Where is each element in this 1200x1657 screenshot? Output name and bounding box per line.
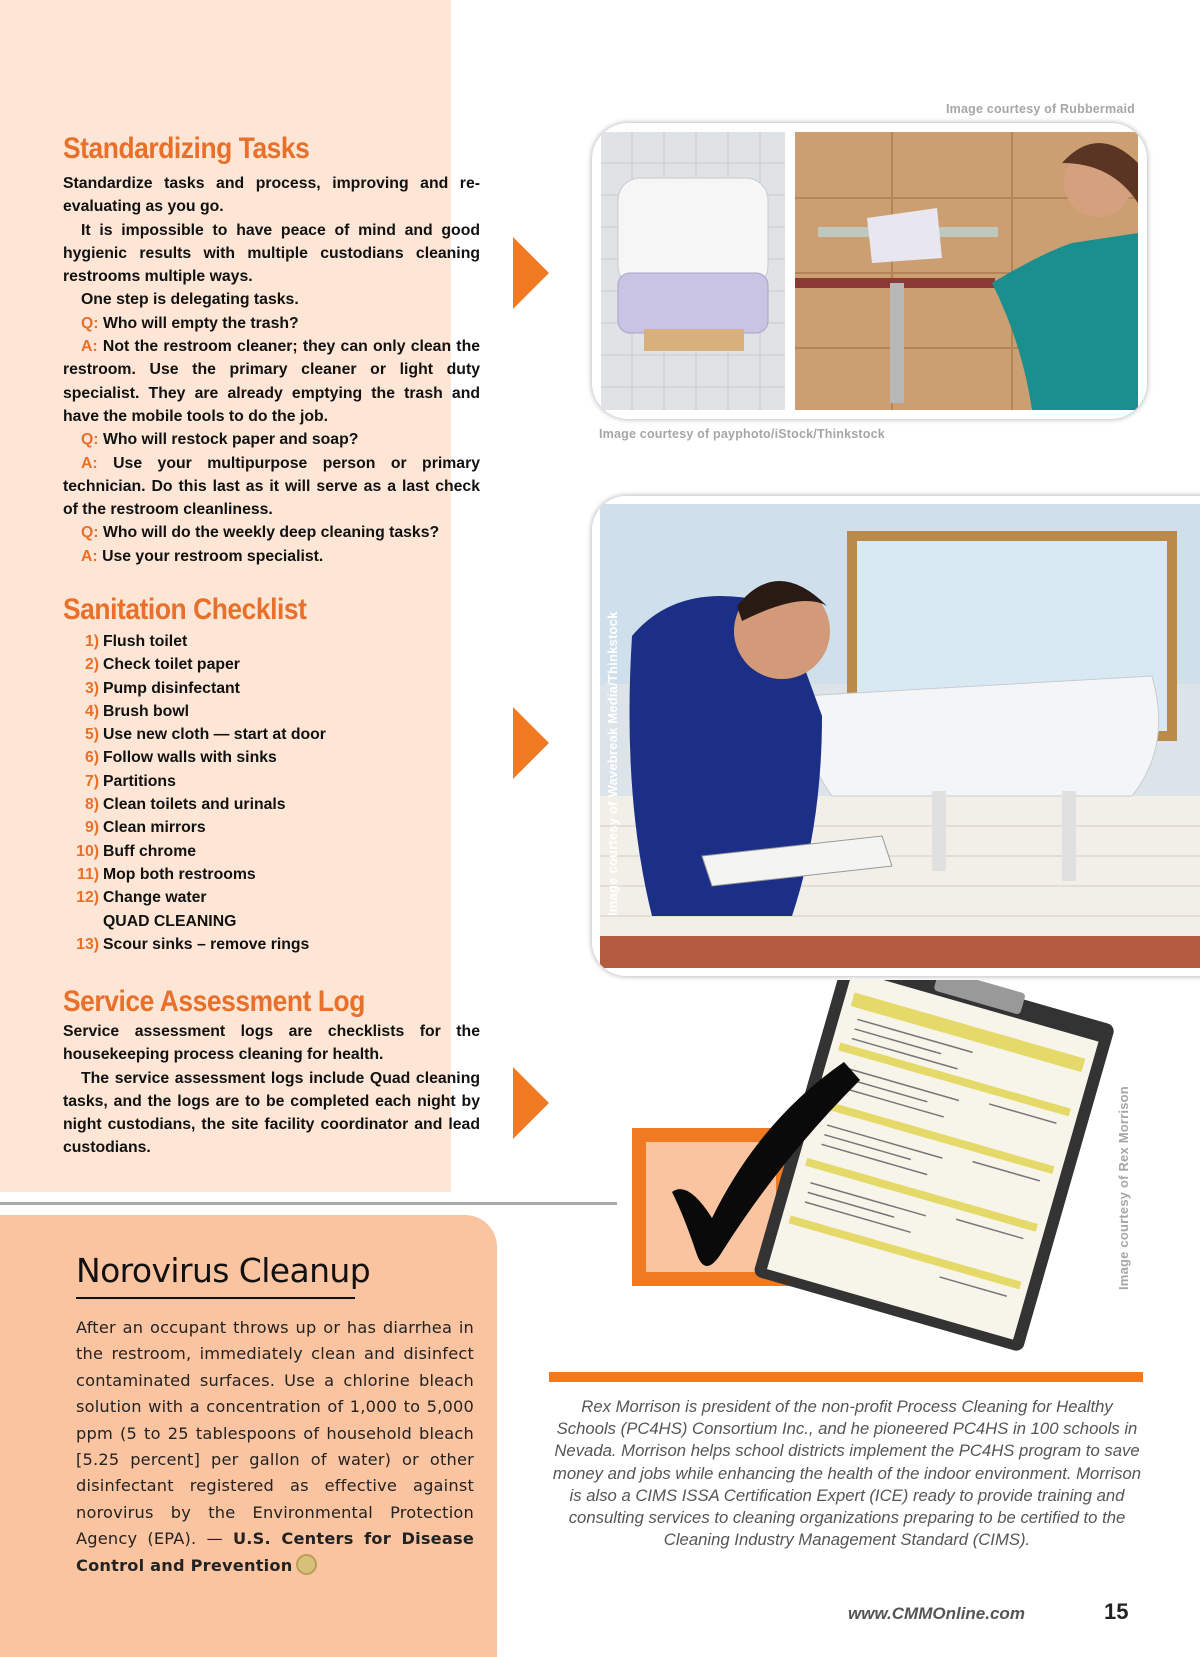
photo-frame-top: [592, 123, 1147, 419]
bio-rule: [549, 1372, 1143, 1382]
item-text: Change water: [103, 889, 207, 907]
item-number: 12): [76, 889, 99, 907]
list-item: [63, 700, 480, 723]
restroom-photos: [592, 123, 1147, 419]
list-item: [63, 933, 480, 956]
item-text: Scour sinks – remove rings: [103, 935, 310, 953]
technician-photo: [592, 496, 1200, 976]
q-label: Q:: [81, 431, 99, 449]
norovirus-sidebar: [0, 1215, 497, 1657]
section-title-service-log: Service Assessment Log: [63, 985, 365, 1018]
q-label: Q:: [81, 524, 99, 542]
answer-text: Not the restroom cleaner; they can only clean the restroom. Use the primary cleaner or light duty specialist. They are already emptying the trash and have the mobile tools to do the job.: [63, 338, 481, 425]
item-number: 5): [84, 726, 99, 744]
section-title-standardizing: Standardizing Tasks: [63, 132, 310, 165]
list-item: [63, 653, 480, 676]
question-text: Who will restock paper and soap?: [102, 431, 359, 449]
paragraph: Standardize tasks and process, improving and re-evaluating as you go.: [63, 175, 480, 216]
a-label: A:: [81, 454, 98, 472]
answer: [63, 545, 480, 568]
list-item: [63, 886, 480, 909]
question: [63, 521, 480, 544]
q-label: Q:: [81, 314, 99, 332]
item-number: 8): [84, 796, 99, 814]
list-item: [63, 816, 480, 839]
answer: [63, 335, 480, 428]
list-item: [63, 723, 480, 746]
list-item: [63, 910, 480, 933]
question-text: Who will empty the trash?: [102, 314, 299, 332]
item-number: 10): [76, 842, 99, 860]
paragraph: It is impossible to have peace of mind and good hygienic results with multiple custodians cleaning restrooms multiple ways.: [63, 221, 480, 286]
checklist-section: [63, 593, 480, 627]
sidebar-text: After an occupant throws up or has diarrhea in the restroom, immediately clean and disinfect contaminated surfaces. Use a chlorine bleach solution with a concentration of 1,000 to 5,000 ppm (5 to 25 tablespoons of household bleach [5.25 percent] per gallon of water) or other disinfectant registered as effective against norovirus by the Environmental Protection Agency (EPA). —: [76, 1318, 474, 1549]
divider: [0, 1202, 617, 1205]
item-number: 2): [84, 656, 99, 674]
checklist-body: [63, 630, 480, 956]
item-text: Clean mirrors: [103, 819, 206, 837]
service-log-section: [63, 985, 480, 1019]
checklist: [63, 630, 480, 956]
image-credit: Image courtesy of payphoto/iStock/Thinkstock: [599, 427, 885, 441]
paragraph: The service assessment logs include Quad cleaning tasks, and the logs are to be completed each night by night custodians, the site facility coordinator and lead custodians.: [63, 1069, 480, 1157]
arrow-right-icon: [513, 707, 549, 779]
question: [63, 312, 480, 335]
item-text: Clean toilets and urinals: [103, 796, 286, 814]
footer-url: www.CMMOnline.com: [848, 1604, 1025, 1623]
paper-towel: [644, 329, 744, 351]
item-number: 1): [84, 633, 99, 650]
service-log-illustration: [610, 980, 1170, 1360]
floor-tile: [600, 936, 1200, 968]
item-number: 6): [84, 749, 99, 767]
a-label: A:: [81, 547, 98, 565]
item-number: 4): [84, 702, 99, 720]
arrow-right-icon: [513, 237, 549, 309]
item-text: Follow walls with sinks: [103, 749, 277, 767]
dispenser-body: [618, 178, 768, 288]
list-item: [63, 770, 480, 793]
item-text: Flush toilet: [103, 633, 188, 650]
answer: [63, 452, 480, 522]
sidebar-source: U.S. Centers for Disease Control and Prevention: [76, 1529, 474, 1575]
a-label: A:: [81, 338, 98, 356]
image-credit: Image courtesy of Rex Morrison: [1116, 1086, 1131, 1290]
item-number: [63, 910, 103, 933]
image-credit: Image courtesy of Rubbermaid: [946, 102, 1135, 116]
image-credit: Image courtesy of Wavebreak Media/Thinkstock: [605, 611, 620, 916]
item-number: 7): [84, 772, 99, 790]
item-text: Brush bowl: [103, 702, 190, 720]
item-text: Mop both restrooms: [103, 865, 256, 883]
item-number: 3): [84, 679, 99, 697]
clipboard-log: [753, 980, 1118, 1353]
list-item: [63, 863, 480, 886]
page-number: 15: [1104, 1599, 1129, 1624]
item-number: 9): [84, 819, 99, 837]
section-title-checklist: Sanitation Checklist: [63, 593, 307, 626]
author-bio: Rex Morrison is president of the non-profit Process Cleaning for Healthy Schools (PC4HS) Consortium Inc., and he pioneered PC4HS in 100 schools in Nevada. Morrison helps school districts implement the PC4HS program to save money and jobs while enhancing the health of the indoor environment. Morrison is also a CIMS ISSA Certification Expert (ICE) ready to provide training and consulting services to cleaning organizations preparing to be certified to the Cleaning Industry Management Standard (CIMS).: [552, 1397, 1142, 1550]
item-text: Check toilet paper: [103, 656, 240, 674]
question: [63, 428, 480, 451]
sidebar-title: Norovirus Cleanup: [76, 1251, 371, 1290]
list-item: [63, 677, 480, 700]
paragraph: One step is delegating tasks.: [81, 291, 299, 309]
item-text: Use new cloth — start at door: [103, 726, 326, 744]
standardizing-section: [63, 132, 480, 166]
paragraph: Service assessment logs are checklists for the housekeeping process cleaning for health.: [63, 1023, 480, 1064]
answer-text: Use your restroom specialist.: [102, 547, 324, 565]
list-item: [63, 746, 480, 769]
list-item: [63, 840, 480, 863]
sink: [802, 676, 1159, 796]
cm-logo-icon: [296, 1554, 317, 1575]
arrow-right-icon: [513, 1067, 549, 1139]
item-text: Buff chrome: [103, 842, 197, 860]
list-item: [63, 793, 480, 816]
question-text: Who will do the weekly deep cleaning tasks?: [102, 524, 440, 542]
item-number: 13): [76, 935, 99, 953]
dispenser-window: [618, 273, 768, 333]
standardizing-body: [63, 172, 480, 568]
item-text: Pump disinfectant: [103, 679, 240, 697]
flush-pipe: [890, 283, 904, 403]
item-text: Partitions: [103, 772, 176, 790]
title-underline: [76, 1297, 355, 1299]
item-text: QUAD CLEANING: [103, 912, 237, 930]
item-number: 11): [77, 865, 99, 883]
photo-frame-middle: [592, 496, 1200, 976]
list-item: [63, 630, 480, 653]
sidebar-body: [76, 1315, 474, 1579]
service-log-body: [63, 1020, 480, 1160]
answer-text: Use your multipurpose person or primary technician. Do this last as it will serve as a last check of the restroom cleanliness.: [63, 454, 481, 519]
